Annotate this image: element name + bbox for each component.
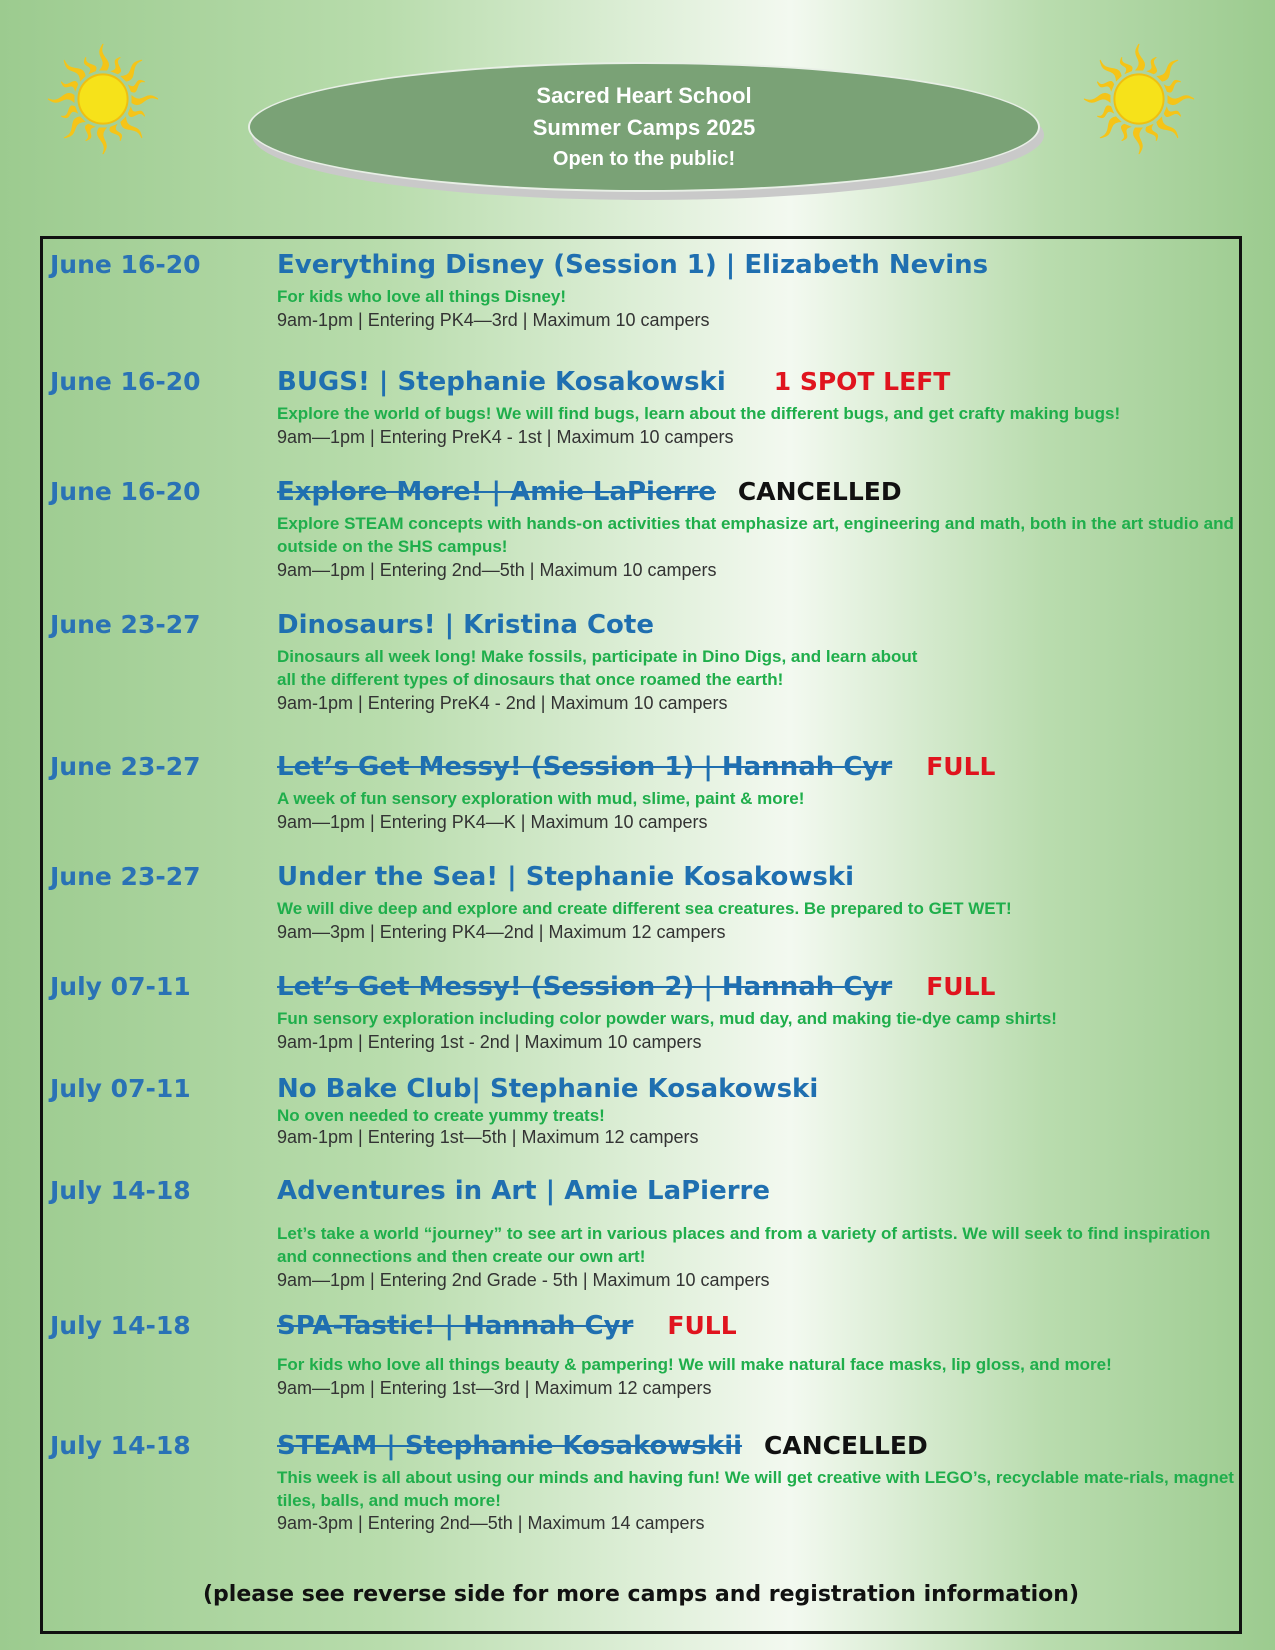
camp-details: 9am—1pm | Entering PK4—K | Maximum 10 campers — [277, 812, 708, 832]
camp-date: June 16-20 — [50, 477, 201, 506]
camp-date: June 16-20 — [50, 367, 201, 396]
camp-details: 9am—1pm | Entering 2nd—5th | Maximum 10 campers — [277, 560, 717, 580]
sun-ray — [132, 95, 159, 105]
status-badge: 1 SPOT LEFT — [773, 367, 951, 396]
camp-details: 9am-1pm | Entering PK4—3rd | Maximum 10 campers — [277, 310, 710, 330]
camp-description: No oven needed to create yummy treats! — [277, 1106, 605, 1125]
sun-ray — [1146, 57, 1157, 74]
sun-ray — [84, 57, 97, 74]
camp-title: Everything Disney (Session 1) | Elizabeth Nevins — [277, 250, 989, 280]
tagline: Open to the public! — [552, 148, 736, 170]
sun-icon — [44, 40, 162, 158]
camp-description: Dinosaurs all week long! Make fossils, participate in Dino Digs, and learn about all the different types of dinosaurs that once roamed the earth! — [277, 647, 918, 689]
sun-ray — [1084, 93, 1111, 103]
camp-date: July 14-18 — [50, 1311, 191, 1340]
sun-ray — [110, 57, 121, 74]
sun-ray — [128, 106, 145, 117]
camp-description: This week is all about using our minds and having fun! We will get creative with LEGO’s, recyclable mate-rials, magnet tiles, balls, and much more! — [277, 1468, 1234, 1510]
camp-description: Explore STEAM concepts with hands-on activities that emphasize art, engineering and math, both in the art studio and outside on the SHS campus! — [277, 514, 1234, 556]
sun-ray — [1164, 80, 1181, 93]
sun-ray — [99, 44, 109, 71]
sun-ray — [1156, 60, 1178, 82]
sun-ray — [1097, 81, 1114, 92]
camp-date: June 23-27 — [50, 752, 201, 781]
camp-description: We will dive deep and explore and create different sea creatures. Be prepared to GET WET! — [277, 899, 1012, 918]
camp-date: July 07-11 — [50, 972, 191, 1001]
camp-details: 9am-1pm | Entering PreK4 - 2nd | Maximum 10 campers — [277, 693, 728, 713]
camp-description: A week of fun sensory exploration with mud, slime, paint & more! — [277, 789, 805, 808]
sun-ray — [85, 124, 96, 141]
sun-ray — [48, 93, 75, 103]
sun-ray — [64, 116, 86, 138]
sun-ray — [120, 60, 142, 82]
camp-title: SPA-Tastic! | Hannah Cyr — [277, 1311, 634, 1341]
sun-ray — [1100, 116, 1122, 138]
camp-title: BUGS! | Stephanie Kosakowski — [277, 367, 726, 397]
camp-title: Adventures in Art | Amie LaPierre — [277, 1176, 770, 1206]
status-badge: CANCELLED — [764, 1431, 928, 1460]
status-badge: CANCELLED — [737, 477, 902, 506]
sun-ray — [1120, 57, 1133, 74]
camp-date: June 23-27 — [50, 862, 201, 891]
header-oval — [248, 62, 1040, 192]
sun-ray — [61, 81, 78, 92]
footer-note: (please see reverse side for more camps and registration information) — [202, 1582, 1080, 1607]
camp-date: June 16-20 — [50, 250, 201, 279]
sun-ray — [1135, 44, 1145, 71]
camp-date: June 23-27 — [50, 610, 201, 639]
camp-title: No Bake Club| Stephanie Kosakowski — [277, 1074, 819, 1104]
camp-details: 9am-3pm | Entering 2nd—5th | Maximum 14 campers — [277, 1513, 705, 1533]
camp-title: Under the Sea! | Stephanie Kosakowski — [277, 862, 855, 892]
sun-ray — [110, 124, 123, 141]
camp-details: 9am-1pm | Entering 1st - 2nd | Maximum 10 campers — [277, 1032, 702, 1052]
sun-ray — [1100, 60, 1122, 82]
sun-ray — [128, 80, 145, 93]
status-badge: FULL — [926, 752, 996, 781]
camp-details: 9am—1pm | Entering PreK4 - 1st | Maximum 10 campers — [277, 427, 734, 447]
sun-ray — [61, 106, 78, 119]
sun-ray — [1133, 128, 1143, 155]
sun-ray — [64, 60, 86, 82]
sun-ray — [1164, 106, 1181, 117]
sun-ray — [120, 116, 142, 138]
camp-description: For kids who love all things beauty & pampering! We will make natural face masks, lip gloss, and more! — [277, 1355, 1112, 1374]
camp-details: 9am—1pm | Entering 2nd Grade - 5th | Maximum 10 campers — [277, 1270, 770, 1290]
camp-title: Explore More! | Amie LaPierre — [277, 477, 716, 507]
camp-details: 9am—3pm | Entering PK4—2nd | Maximum 12 campers — [277, 922, 726, 942]
sun-ray — [1097, 106, 1114, 119]
status-badge: FULL — [667, 1311, 737, 1340]
camp-details: 9am-1pm | Entering 1st—5th | Maximum 12 campers — [277, 1127, 699, 1147]
sun-ray — [1168, 95, 1195, 105]
status-badge: FULL — [926, 972, 996, 1001]
sun-ray — [97, 128, 107, 155]
camp-date: July 14-18 — [50, 1176, 191, 1205]
camp-title: Dinosaurs! | Kristina Cote — [277, 610, 654, 640]
camp-description: Fun sensory exploration including color powder wars, mud day, and making tie-dye camp shirts! — [277, 1009, 1057, 1028]
camp-title: STEAM | Stephanie Kosakowskii — [277, 1431, 743, 1461]
sun-ray — [1146, 124, 1159, 141]
camp-date: July 14-18 — [50, 1431, 191, 1460]
camp-description: Explore the world of bugs! We will find bugs, learn about the different bugs, and get crafty making bugs! — [277, 404, 1121, 423]
camps-title: Summer Camps 2025 — [532, 115, 756, 140]
camp-description: For kids who love all things Disney! — [277, 287, 567, 306]
sun-ray — [1121, 124, 1132, 141]
camp-date: July 07-11 — [50, 1074, 191, 1103]
camp-description: Let’s take a world “journey” to see art in various places and from a variety of artists. We will seek to find inspiration and connections and then create our own art! — [277, 1224, 1211, 1266]
school-name: Sacred Heart School — [536, 83, 752, 108]
sun-icon — [1080, 40, 1198, 158]
sun-ray — [1156, 116, 1178, 138]
camp-details: 9am—1pm | Entering 1st—3rd | Maximum 12 campers — [277, 1378, 712, 1398]
camp-title: Let’s Get Messy! (Session 1) | Hannah Cyr — [277, 752, 893, 782]
camp-title: Let’s Get Messy! (Session 2) | Hannah Cyr — [277, 972, 893, 1002]
